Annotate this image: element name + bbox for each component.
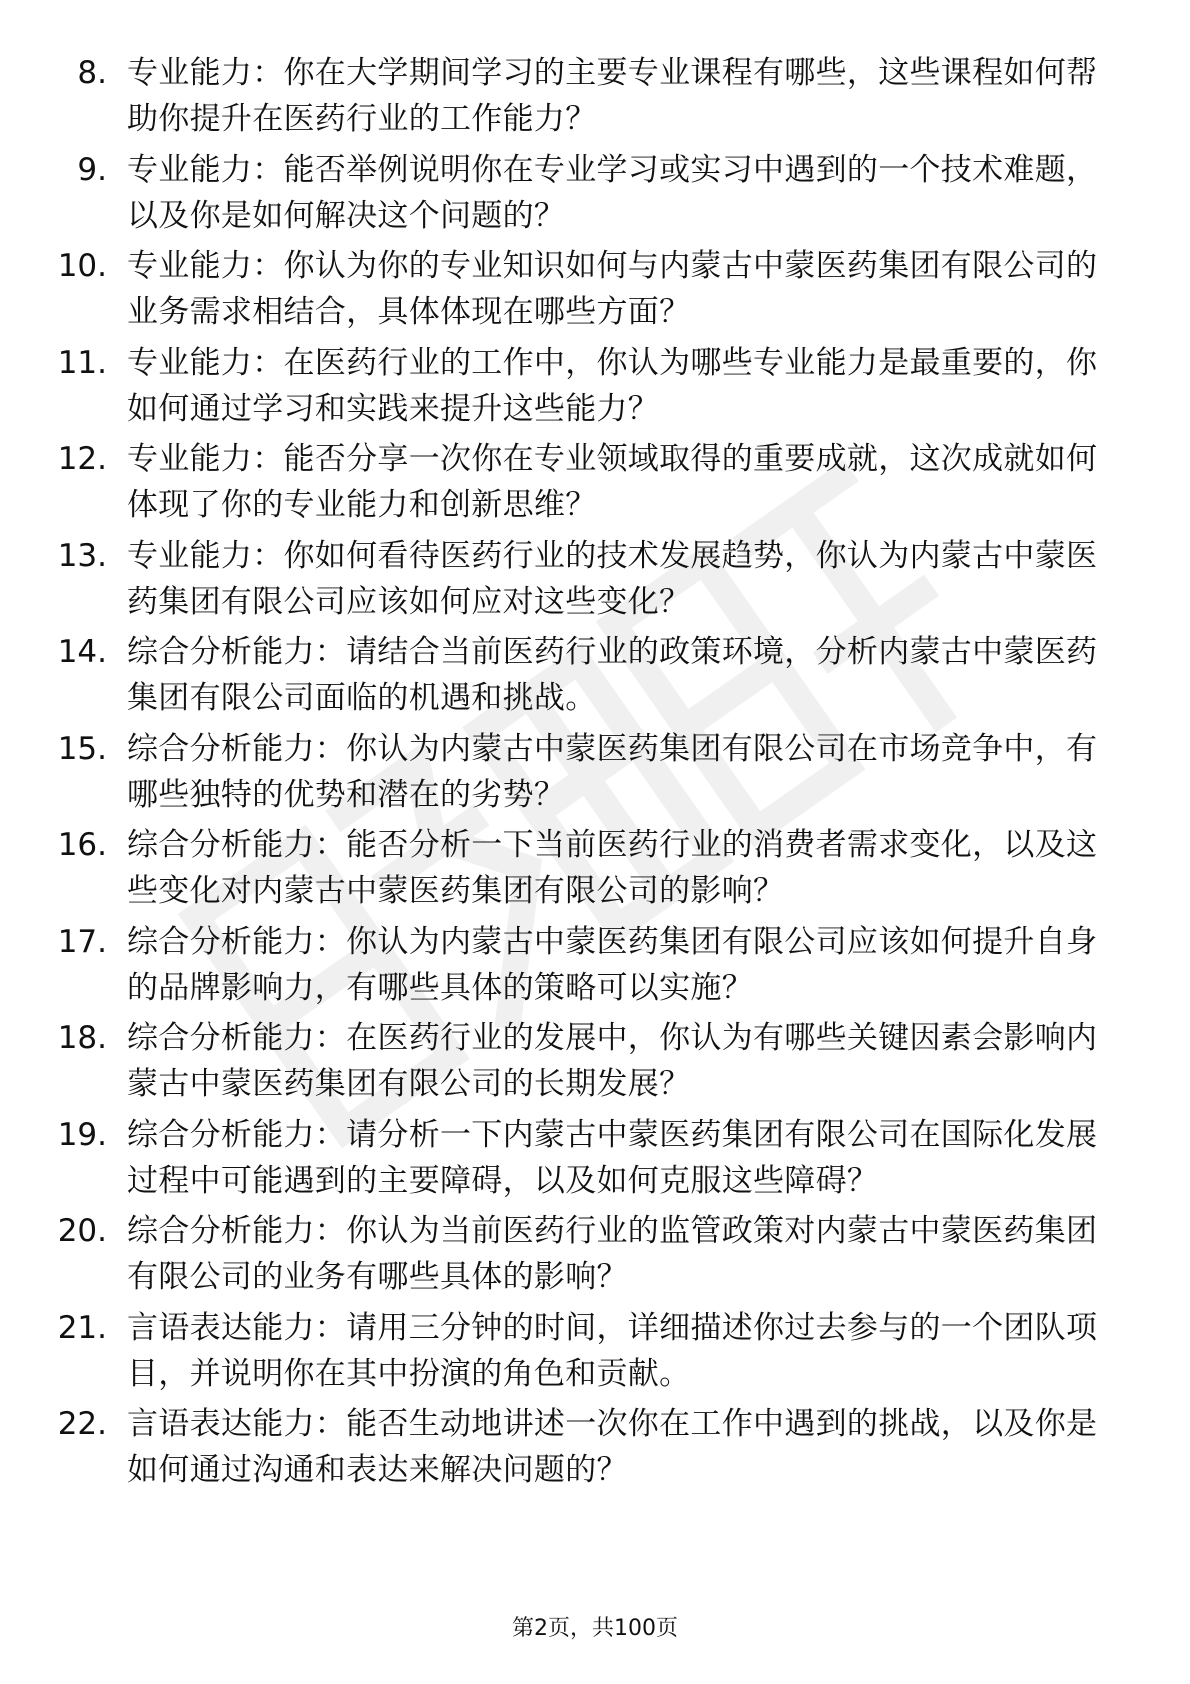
question-text: 言语表达能力：请用三分钟的时间，详细描述你过去参与的一个团队项目，并说明你在其中扮演的角色和贡献。 bbox=[127, 1309, 1098, 1392]
question-number: 13. bbox=[57, 537, 107, 574]
question-item-9 bbox=[0, 147, 1190, 244]
question-text: 综合分析能力：你认为内蒙古中蒙医药集团有限公司在市场竞争中，有哪些独特的优势和潜在的劣势？ bbox=[127, 730, 1098, 813]
question-text: 言语表达能力：能否生动地讲述一次你在工作中遇到的挑战，以及你是如何通过沟通和表达来解决问题的？ bbox=[127, 1406, 1098, 1488]
question-number: 17. bbox=[57, 923, 107, 960]
question-item-16 bbox=[0, 822, 1190, 919]
question-number: 21. bbox=[57, 1309, 107, 1346]
question-number: 11. bbox=[57, 344, 107, 381]
question-number: 9. bbox=[77, 151, 107, 188]
question-number: 16. bbox=[57, 827, 107, 863]
question-number: 19. bbox=[57, 1116, 107, 1153]
question-number: 20. bbox=[57, 1213, 107, 1249]
question-item-21 bbox=[0, 1305, 1190, 1402]
question-text: 专业能力：能否分享一次你在专业领域取得的重要成就，这次成就如何体现了你的专业能力和创新思维？ bbox=[127, 441, 1098, 523]
question-text: 专业能力：在医药行业的工作中，你认为哪些专业能力是最重要的，你如何通过学习和实践来提升这些能力？ bbox=[127, 344, 1098, 427]
question-item-18 bbox=[0, 1015, 1190, 1112]
question-item-22 bbox=[0, 1401, 1190, 1498]
question-text: 综合分析能力：在医药行业的发展中，你认为有哪些关键因素会影响内蒙古中蒙医药集团有限公司的长期发展？ bbox=[127, 1020, 1098, 1102]
question-number: 10. bbox=[57, 248, 107, 284]
question-text: 综合分析能力：请分析一下内蒙古中蒙医药集团有限公司在国际化发展过程中可能遇到的主要障碍，以及如何克服这些障碍？ bbox=[127, 1116, 1098, 1199]
question-text: 专业能力：你在大学期间学习的主要专业课程有哪些，这些课程如何帮助你提升在医药行业的工作能力？ bbox=[127, 55, 1098, 137]
question-number: 8. bbox=[77, 55, 107, 91]
question-text: 综合分析能力：你认为当前医药行业的监管政策对内蒙古中蒙医药集团有限公司的业务有哪些具体的影响？ bbox=[127, 1213, 1098, 1295]
question-item-20 bbox=[0, 1208, 1190, 1305]
question-text: 专业能力：你如何看待医药行业的技术发展趋势，你认为内蒙古中蒙医药集团有限公司应该如何应对这些变化？ bbox=[127, 537, 1098, 620]
question-item-8 bbox=[0, 50, 1190, 147]
question-number: 14. bbox=[57, 634, 107, 670]
question-item-12 bbox=[0, 436, 1190, 533]
question-list bbox=[0, 50, 1190, 1498]
question-text: 综合分析能力：请结合当前医药行业的政策环境，分析内蒙古中蒙医药集团有限公司面临的机遇和挑战。 bbox=[127, 634, 1098, 716]
question-text: 综合分析能力：你认为内蒙古中蒙医药集团有限公司应该如何提升自身的品牌影响力，有哪些具体的策略可以实施？ bbox=[127, 923, 1098, 1006]
question-item-10 bbox=[0, 243, 1190, 340]
page-footer: 第2页，共100页 bbox=[512, 1616, 678, 1641]
question-item-11 bbox=[0, 340, 1190, 437]
question-item-17 bbox=[0, 919, 1190, 1016]
question-text: 综合分析能力：能否分析一下当前医药行业的消费者需求变化，以及这些变化对内蒙古中蒙医药集团有限公司的影响？ bbox=[127, 827, 1098, 909]
question-number: 18. bbox=[57, 1020, 107, 1056]
question-number: 12. bbox=[57, 441, 107, 477]
question-item-13 bbox=[0, 533, 1190, 630]
question-item-14 bbox=[0, 629, 1190, 726]
question-item-19 bbox=[0, 1112, 1190, 1209]
question-number: 15. bbox=[57, 730, 107, 767]
question-item-15 bbox=[0, 726, 1190, 823]
question-text: 专业能力：你认为你的专业知识如何与内蒙古中蒙医药集团有限公司的业务需求相结合，具体体现在哪些方面？ bbox=[127, 248, 1098, 330]
question-number: 22. bbox=[57, 1406, 107, 1442]
question-text: 专业能力：能否举例说明你在专业学习或实习中遇到的一个技术难题，以及你是如何解决这个问题的？ bbox=[127, 151, 1098, 234]
